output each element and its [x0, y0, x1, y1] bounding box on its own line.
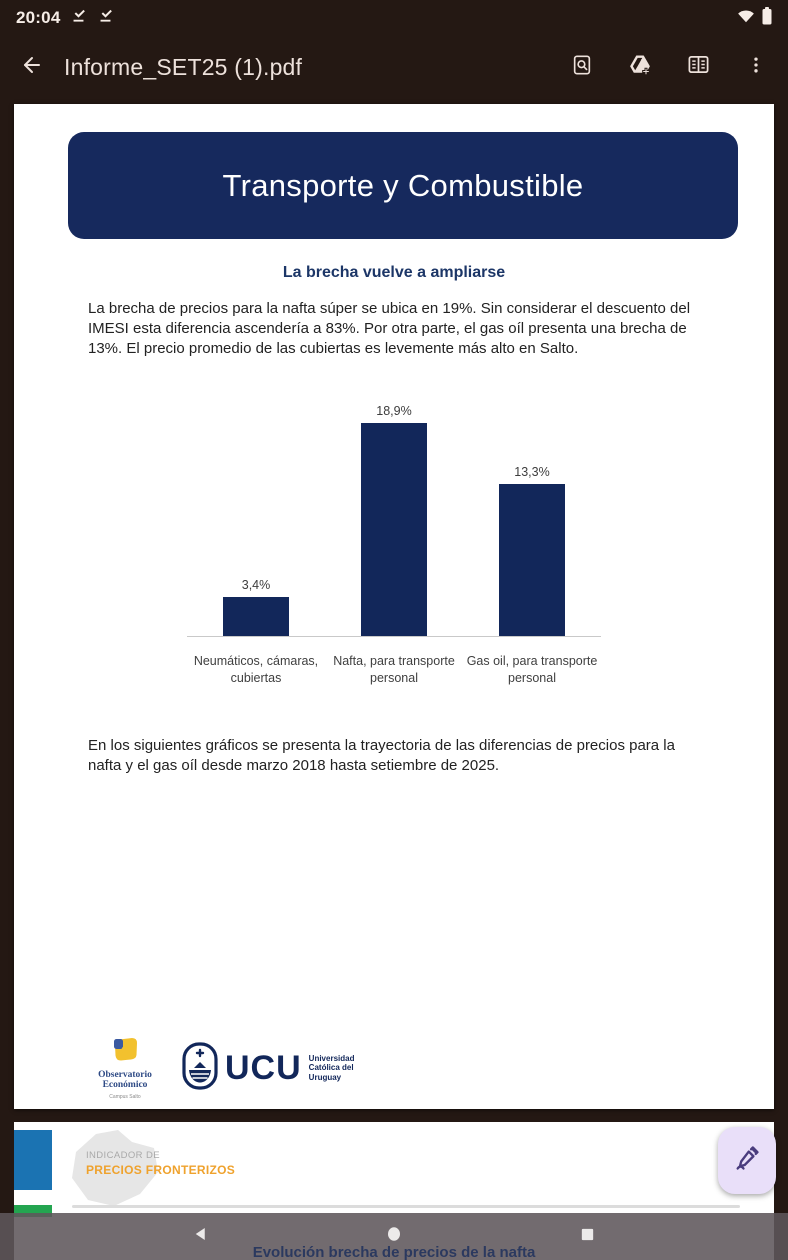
more-options-icon [746, 55, 766, 80]
annotate-fab[interactable] [718, 1127, 776, 1194]
status-bar [0, 0, 788, 36]
more-options-button[interactable] [734, 45, 778, 89]
body-paragraph-1: La brecha de precios para la nafta súper se ubica en 19%. Sin considerar el descuento del IMESI esta diferencia ascendería a 83%. Por otra parte, el gas oíl presenta una brecha de 13%. El precio promedio de las cubiertas es levemente más alto en Salto. [88, 300, 691, 357]
add-to-drive-icon [628, 53, 652, 82]
observatorio-campus: Campus Salto [109, 1093, 141, 1100]
section-banner [68, 132, 738, 239]
bar [223, 597, 289, 636]
ucu-name-line3: Uruguay [308, 1072, 342, 1082]
ucu-name-line1: Universidad [308, 1053, 355, 1063]
category-label: Gas oil, para transporte personal [466, 654, 598, 685]
pages-view-button[interactable] [676, 45, 720, 89]
observatorio-name-line1: Observatorio [98, 1069, 152, 1080]
section-heading: La brecha vuelve a ampliarse [282, 264, 506, 281]
app-bar [0, 36, 788, 98]
find-in-page-icon [571, 54, 593, 81]
indicador-line2: PRECIOS FRONTERIZOS [86, 1163, 236, 1177]
pdf-page-1[interactable] [14, 104, 774, 1109]
stylus-note-icon [733, 1144, 761, 1177]
bar-slot [463, 404, 601, 636]
document-title: Informe_SET25 (1).pdf [64, 53, 303, 80]
ucu-logo [182, 1042, 354, 1095]
bar-value-label: 18,9% [376, 404, 412, 418]
download-done-icon [97, 7, 114, 29]
indicador-line1: INDICADOR DE [86, 1150, 160, 1161]
observatorio-map-icon [110, 1037, 140, 1068]
wifi-icon [737, 8, 755, 28]
ucu-name-line2: Católica del [308, 1063, 354, 1073]
pages-view-icon [687, 53, 710, 81]
back-button[interactable] [8, 43, 56, 91]
bar-value-label: 13,3% [514, 465, 550, 479]
ucu-emblem-icon [182, 1042, 218, 1095]
body-paragraph-2: En los siguientes gráficos se presenta la trayectoria de las diferencias de precios para la nafta y el gas oíl desde marzo 2018 hasta setiembre de 2025. [88, 737, 675, 774]
bar [361, 423, 427, 636]
observatorio-name-line2: Económico [102, 1080, 148, 1090]
category-labels-row [187, 653, 601, 687]
bar-slot [187, 404, 325, 636]
indicador-brand [86, 1150, 235, 1177]
back-arrow-icon [20, 53, 44, 82]
bar-chart [187, 404, 601, 687]
bar-value-label: 3,4% [241, 578, 271, 592]
status-time: 20:04 [16, 8, 61, 27]
header-divider-line [72, 1205, 740, 1208]
ucu-acronym: UCU [225, 1048, 302, 1087]
category-label: Nafta, para transporte personal [333, 654, 455, 685]
bar [499, 484, 565, 636]
next-chart-title-visible: Evolución brecha de precios de la nafta [252, 1244, 536, 1260]
add-to-drive-button[interactable] [618, 45, 662, 89]
bar-plot [187, 404, 601, 637]
observatorio-logo [86, 1037, 164, 1100]
flag-stripe-blue [14, 1130, 52, 1190]
footer-logos [86, 1036, 354, 1100]
category-label: Neumáticos, cámaras, cubiertas [193, 654, 319, 685]
battery-icon [762, 7, 772, 30]
download-done-icon [70, 7, 87, 29]
banner-title: Transporte y Combustible [222, 167, 584, 203]
find-in-page-button[interactable] [560, 45, 604, 89]
bar-slot [325, 404, 463, 636]
